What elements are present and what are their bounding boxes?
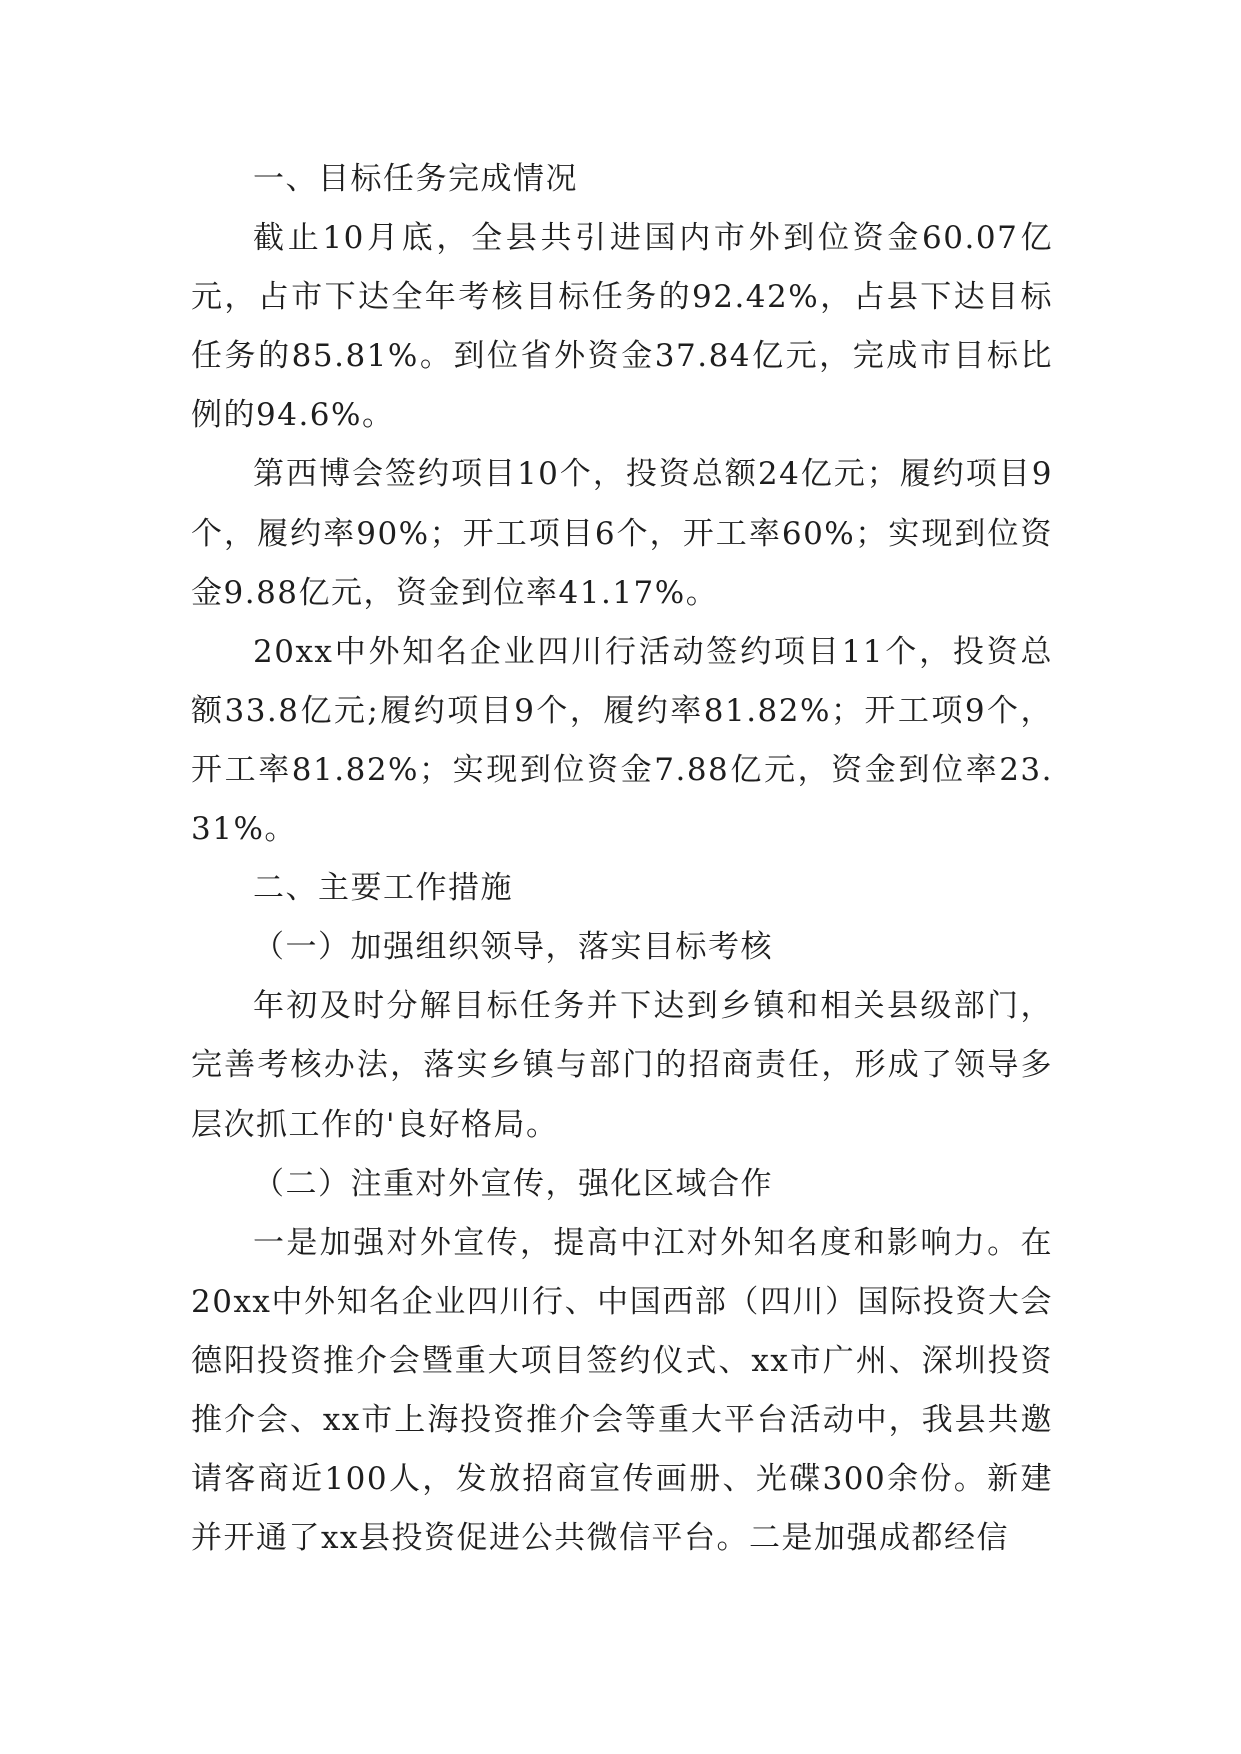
paragraph-west-expo: 第西博会签约项目10个，投资总额24亿元；履约项目9个，履约率90%；开工项目6个，开工率60%；实现到位资金9.88亿元，资金到位率41.17%。: [191, 456, 1053, 611]
subsection-heading-1: （一）加强组织领导，落实目标考核: [253, 929, 773, 966]
paragraph-funds-summary: 截止10月底，全县共引进国内市外到位资金60.07亿元，占市下达全年考核目标任务的92.42%，占县下达目标任务的85.81%。到位省外资金37.84亿元，完成市目标比例的94.6%。: [191, 220, 1053, 434]
paragraph-sichuan-tour: 20xx中外知名企业四川行活动签约项目11个，投资总额33.8亿元;履约项目9个，履约率81.82%；开工项9个，开工率81.82%；实现到位资金7.88亿元，资金到位率23.31%。: [191, 633, 1053, 848]
section-heading-1: 一、目标任务完成情况: [253, 161, 578, 197]
section-heading-2: 二、主要工作措施: [253, 870, 513, 907]
subsection-heading-2: （二）注重对外宣传，强化区域合作: [253, 1165, 773, 1202]
document-body: [191, 150, 1053, 1568]
paragraph-publicity: 一是加强对外宣传，提高中江对外知名度和影响力。在20xx中外知名企业四川行、中国西部（四川）国际投资大会德阳投资推介会暨重大项目签约仪式、xx市广州、深圳投资推介会、xx市上海投资推介会等重大平台活动中，我县共邀请客商近100人，发放招商宣传画册、光碟300余份。新建并开通了xx县投资促进公共微信平台。二是加强成都经信: [191, 1224, 1053, 1557]
paragraph-organization: 年初及时分解目标任务并下达到乡镇和相关县级部门，完善考核办法，落实乡镇与部门的招商责任，形成了领导多层次抓工作的'良好格局。: [191, 988, 1053, 1143]
